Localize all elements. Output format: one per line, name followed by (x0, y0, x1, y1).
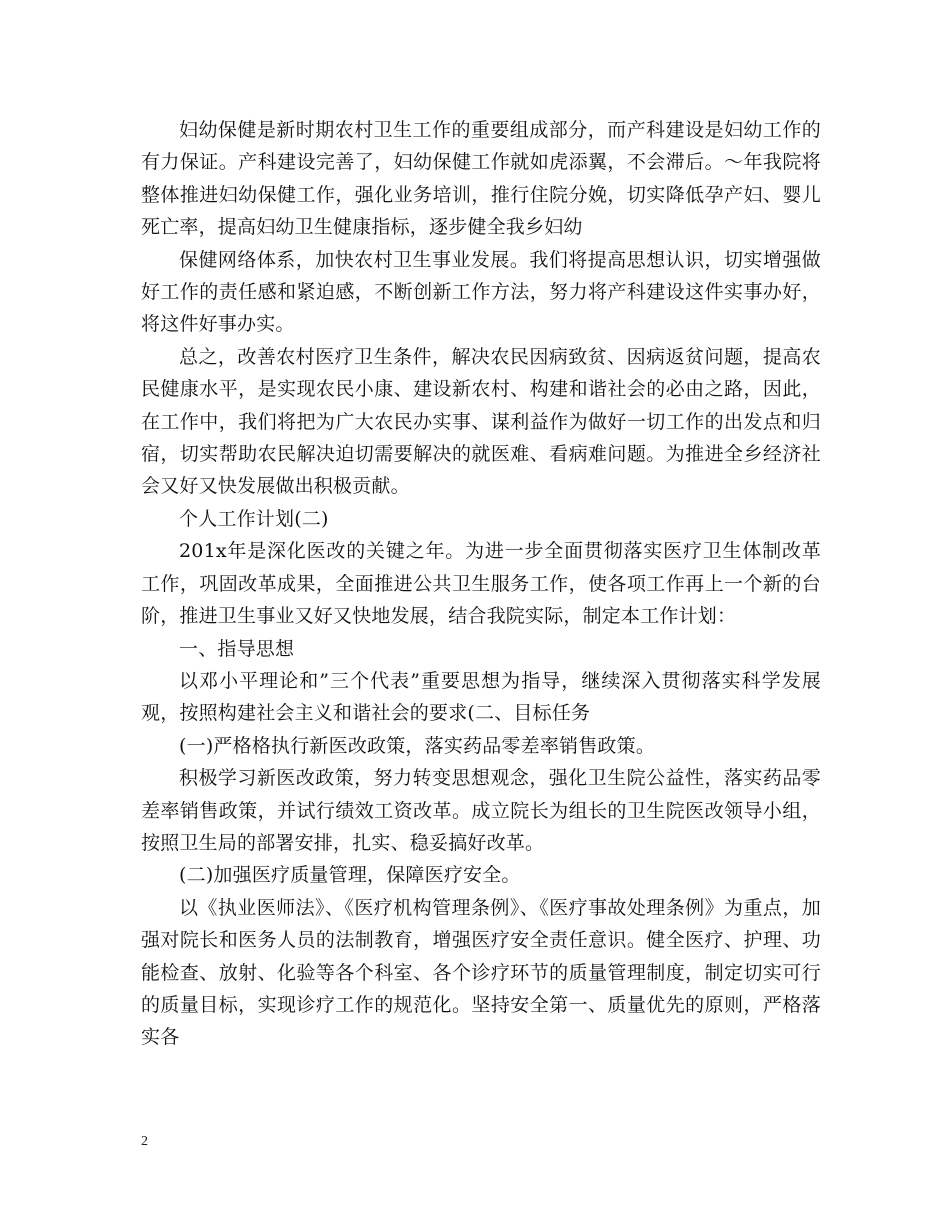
page-number: 2 (141, 1134, 148, 1149)
section-heading-guiding-ideology: 一、指导思想 (179, 637, 295, 660)
subheading-medical-quality: (二)加强医疗质量管理，保障医疗安全。 (179, 864, 521, 887)
paragraph-guiding-ideology: 以邓小平理论和”三个代表”重要思想为指导，继续深入贯彻落实科学发展观，按照构建社会主义和谐社会的要求(二、目标任务 (141, 669, 821, 725)
paragraph-medical-quality: 以《执业医师法》、《医疗机构管理条例》、《医疗事故处理条例》为重点，加强对院长和医务人员的法制教育，增强医疗安全责任意识。健全医疗、护理、功能检查、放射、化验等各个科室、各个诊疗环节的质量管理制度，制定切实可行的质量目标，实现诊疗工作的规范化。坚持安全第一、质量优先的原则，严格落实各 (141, 896, 821, 1049)
paragraph-new-reform-policy: 积极学习新医改政策，努力转变思想观念，强化卫生院公益性，落实药品零差率销售政策，并试行绩效工资改革。成立院长为组长的卫生院医改领导小组，按照卫生局的部署安排，扎实、稳妥搞好改革。 (141, 767, 821, 854)
section-heading-personal-plan-two: 个人工作计划(二) (179, 507, 329, 530)
paragraph-summary: 总之，改善农村医疗卫生条件，解决农民因病致贫、因病返贫问题，提高农民健康水平，是实现农民小康、建设新农村、构建和谐社会的必由之路，因此，在工作中，我们将把为广大农民办实事、谋利益作为做好一切工作的出发点和归宿，切实帮助农民解决迫切需要解决的就医难、看病难问题。为推进全乡经济社会又好又快发展做出积极贡献。 (141, 345, 821, 498)
paragraph-health-network: 保健网络体系，加快农村卫生事业发展。我们将提高思想认识，切实增强做好工作的责任感和紧迫感，不断创新工作方法，努力将产科建设这件实事办好，将这件好事办实。 (141, 248, 821, 336)
document-body (141, 114, 821, 1054)
paragraph-maternal-health: 妇幼保健是新时期农村卫生工作的重要组成部分，而产科建设是妇幼工作的有力保证。产科建设完善了，妇幼保健工作就如虎添翼，不会滞后。～年我院将整体推进妇幼保健工作，强化业务培训，推行住院分娩，切实降低孕产妇、婴儿死亡率，提高妇幼卫生健康指标，逐步健全我乡妇幼 (141, 119, 821, 239)
paragraph-plan-intro: 201x年是深化医改的关键之年。为进一步全面贯彻落实医疗卫生体制改革工作，巩固改革成果，全面推进公共卫生服务工作，使各项工作再上一个新的台阶，推进卫生事业又好又快地发展，结合我院实际，制定本工作计划： (141, 540, 821, 628)
subheading-new-reform-policy: (一)严格格执行新医改政策，落实药品零差率销售政策。 (179, 734, 656, 757)
